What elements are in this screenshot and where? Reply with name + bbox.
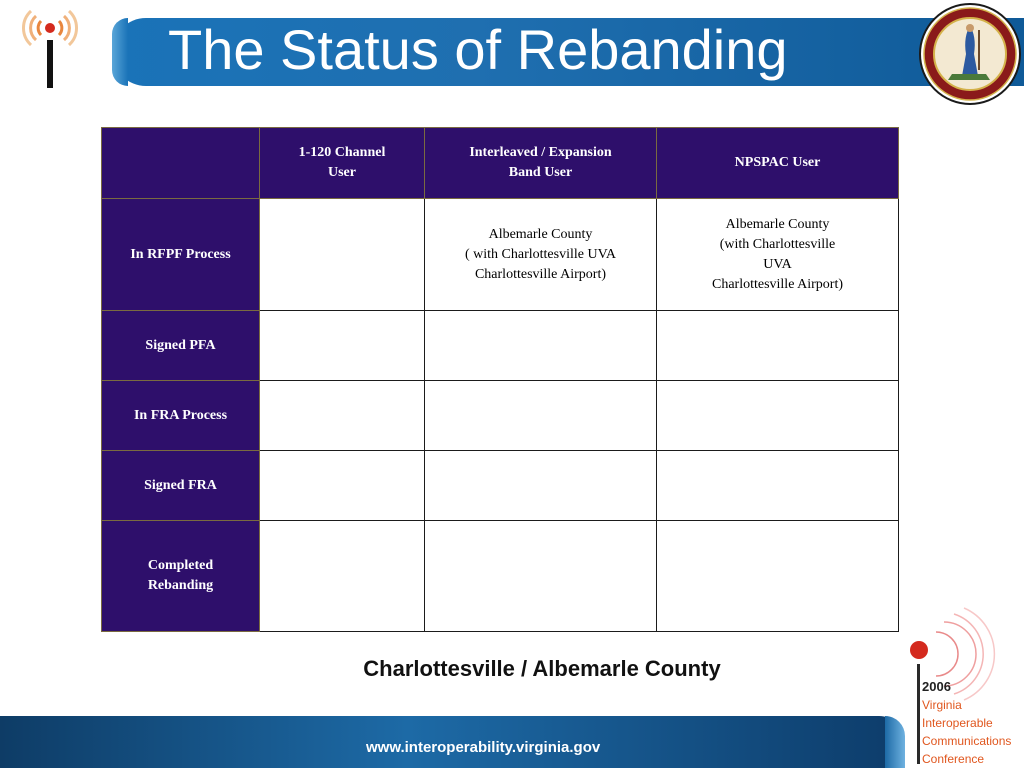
row-label-in-rfpf: In RFPF Process xyxy=(102,199,260,311)
table-cell xyxy=(657,521,899,632)
table-cell xyxy=(260,521,425,632)
table-row xyxy=(102,199,899,311)
row-label-completed-rebanding: Completed Rebanding xyxy=(102,521,260,632)
virginia-seal-icon xyxy=(918,2,1022,106)
table-row xyxy=(102,521,899,632)
table-row xyxy=(102,311,899,381)
conference-year: 2006 xyxy=(922,679,951,694)
conference-logo-bar xyxy=(917,664,920,764)
conference-line: Conference xyxy=(922,752,985,766)
table-cell xyxy=(260,451,425,521)
table-caption: Charlottesville / Albemarle County xyxy=(363,656,721,681)
row-label-signed-fra: Signed FRA xyxy=(102,451,260,521)
table-cell xyxy=(425,521,657,632)
footer-url-link[interactable]: www.interoperability.virginia.gov xyxy=(366,739,601,756)
table-row xyxy=(102,381,899,451)
table-cell xyxy=(260,199,425,311)
conference-line: Virginia xyxy=(922,698,962,712)
table-cell: Albemarle County ( with Charlottesville UVA Charlottesville Airport) xyxy=(425,199,657,311)
table-header-corner xyxy=(102,128,260,199)
table-cell xyxy=(425,311,657,381)
table-cell xyxy=(425,451,657,521)
table-cell xyxy=(260,381,425,451)
conference-line: Communications xyxy=(922,734,1012,748)
row-label-signed-pfa: Signed PFA xyxy=(102,311,260,381)
table-cell xyxy=(260,311,425,381)
table-cell: Albemarle County (with Charlottesville UVA Charlottesville Airport) xyxy=(657,199,899,311)
table-cell xyxy=(657,381,899,451)
table-cell xyxy=(657,451,899,521)
row-label-in-fra: In FRA Process xyxy=(102,381,260,451)
table-row xyxy=(102,451,899,521)
page-title: The Status of Rebanding xyxy=(168,18,788,81)
conference-line: Interoperable xyxy=(922,716,993,730)
column-header-npspac: NPSPAC User xyxy=(657,128,899,199)
conference-logo-text xyxy=(922,678,1011,768)
table-cell xyxy=(425,381,657,451)
rebanding-status-table xyxy=(101,127,899,632)
column-header-1-120-channel: 1-120 Channel User xyxy=(260,128,425,199)
table-cell xyxy=(657,311,899,381)
antenna-i-icon xyxy=(22,6,78,92)
column-header-interleaved-expansion: Interleaved / Expansion Band User xyxy=(425,128,657,199)
